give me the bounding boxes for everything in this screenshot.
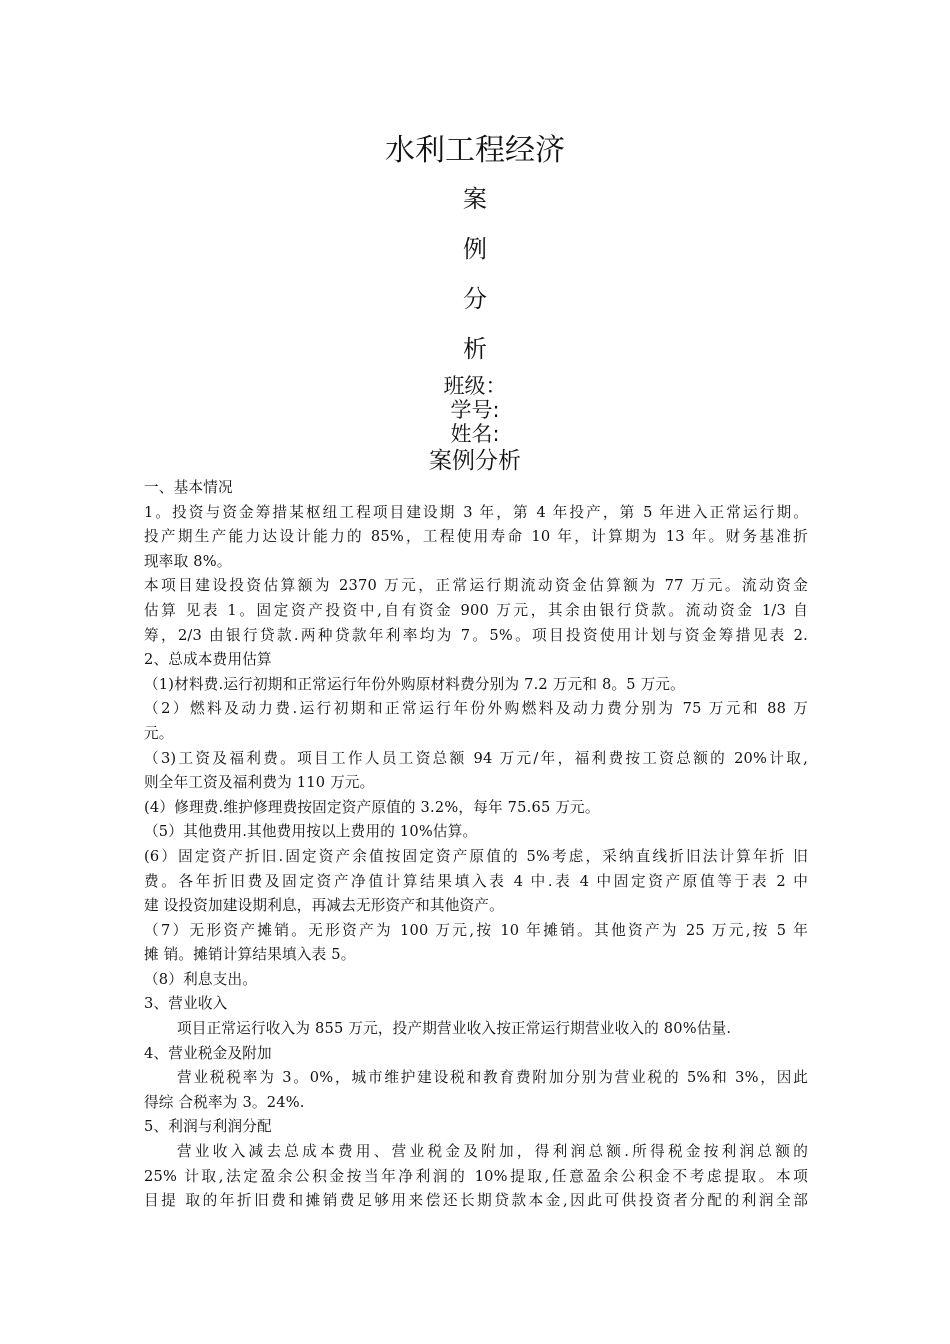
document-title: 水利工程经济 bbox=[385, 133, 565, 168]
paragraph-line: （2）燃料及动力费.运行初期和正常运行年份外购燃料及动力费分别为 75 万元和 88 万 bbox=[144, 700, 808, 718]
paragraph-line: 得综 合税率为 3。24%. bbox=[144, 1093, 305, 1111]
paragraph-line: 投产期生产能力达设计能力的 85%，工程使用寿命 10 年，计算期为 13 年。财务基准折 bbox=[144, 528, 808, 546]
paragraph-line: 建 设投资加建设期利息，再减去无形资产和其他资产。 bbox=[144, 897, 504, 915]
paragraph-line: (6）固定资产折旧.固定资产余值按固定资产原值的 5%考虑，采纳直线折旧法计算年折 旧 bbox=[144, 847, 808, 865]
section-heading: 3、营业收入 bbox=[144, 995, 228, 1013]
paragraph-line: 现率取 8%。 bbox=[144, 552, 232, 570]
name-field-label: 姓名: bbox=[450, 422, 500, 446]
section-heading: 一、基本情况 bbox=[144, 479, 233, 496]
paragraph-line: 估算 见表 1。固定资产投资中,自有资金 900 万元，其余由银行贷款。流动资金 1/3 自 bbox=[144, 601, 808, 619]
vertical-char-1: 案 bbox=[463, 185, 487, 213]
student-id-field-label: 学号: bbox=[450, 398, 500, 422]
paragraph-line: （1)材料费.运行初期和正常运行年份外购原材料费分别为 7.2 万元和 8。5 万元。 bbox=[144, 675, 685, 693]
section-heading: 4、营业税金及附加 bbox=[144, 1044, 272, 1062]
vertical-char-2: 例 bbox=[463, 235, 487, 263]
paragraph-line: 1。投资与资金筹措某枢纽工程项目建设期 3 年，第 4 年投产，第 5 年进入正常运行期。 bbox=[144, 503, 808, 521]
vertical-char-4: 析 bbox=[463, 335, 487, 363]
document-subtitle: 案例分析 bbox=[429, 448, 521, 474]
section-heading: 5、利润与利润分配 bbox=[144, 1118, 272, 1136]
vertical-char-3: 分 bbox=[463, 285, 487, 313]
section-heading: 2、总成本费用估算 bbox=[144, 651, 272, 669]
paragraph-line: 营业税税率为 3。0%，城市维护建设税和教育费附加分别为营业税的 5%和 3%，因此 bbox=[177, 1069, 808, 1087]
paragraph-line: 筹，2/3 由银行贷款.两种贷款年利率均为 7。5%。项目投资使用计划与资金筹措见表 2. bbox=[144, 626, 808, 644]
paragraph-line: 则全年工资及福利费为 110 万元。 bbox=[144, 774, 375, 792]
class-field-label: 班级： bbox=[443, 374, 507, 398]
paragraph-line: 营业收入减去总成本费用、营业税金及附加，得利润总额.所得税金按利润总额的 bbox=[177, 1143, 808, 1161]
paragraph-line: 25% 计取,法定盈余公积金按当年净利润的 10%提取,任意盈余公积金不考虑提取。本项 bbox=[144, 1167, 808, 1185]
paragraph-line: （7）无形资产摊销。无形资产为 100 万元,按 10 年摊销。其他资产为 25 万元,按 5 年 bbox=[144, 921, 808, 939]
paragraph-line: （3)工资及福利费。项目工作人员工资总额 94 万元/年，福利费按工资总额的 20%计取, bbox=[144, 749, 808, 767]
paragraph-line: 费。各年折旧费及固定资产净值计算结果填入表 4 中.表 4 中固定资产原值等于表 2 中 bbox=[144, 872, 808, 890]
paragraph-line: (4）修理费.维护修理费按固定资产原值的 3.2%，每年 75.65 万元。 bbox=[144, 798, 600, 816]
paragraph-line: 本项目建设投资估算额为 2370 万元，正常运行期流动资金估算额为 77 万元。流动资金 bbox=[144, 577, 808, 595]
paragraph-line: （5）其他费用.其他费用按以上费用的 10%估算。 bbox=[144, 823, 478, 841]
paragraph-line: 元。 bbox=[144, 724, 174, 742]
paragraph-line: 摊 销。摊销计算结果填入表 5。 bbox=[144, 946, 356, 964]
paragraph-line: （8）利息支出。 bbox=[144, 970, 258, 988]
paragraph-line: 目提 取的年折旧费和摊销费足够用来偿还长期贷款本金,因此可供投资者分配的利润全部 bbox=[144, 1192, 808, 1210]
paragraph-line: 项目正常运行收入为 855 万元，投产期营业收入按正常运行期营业收入的 80%估量. bbox=[177, 1020, 732, 1038]
document-body bbox=[144, 476, 808, 1214]
